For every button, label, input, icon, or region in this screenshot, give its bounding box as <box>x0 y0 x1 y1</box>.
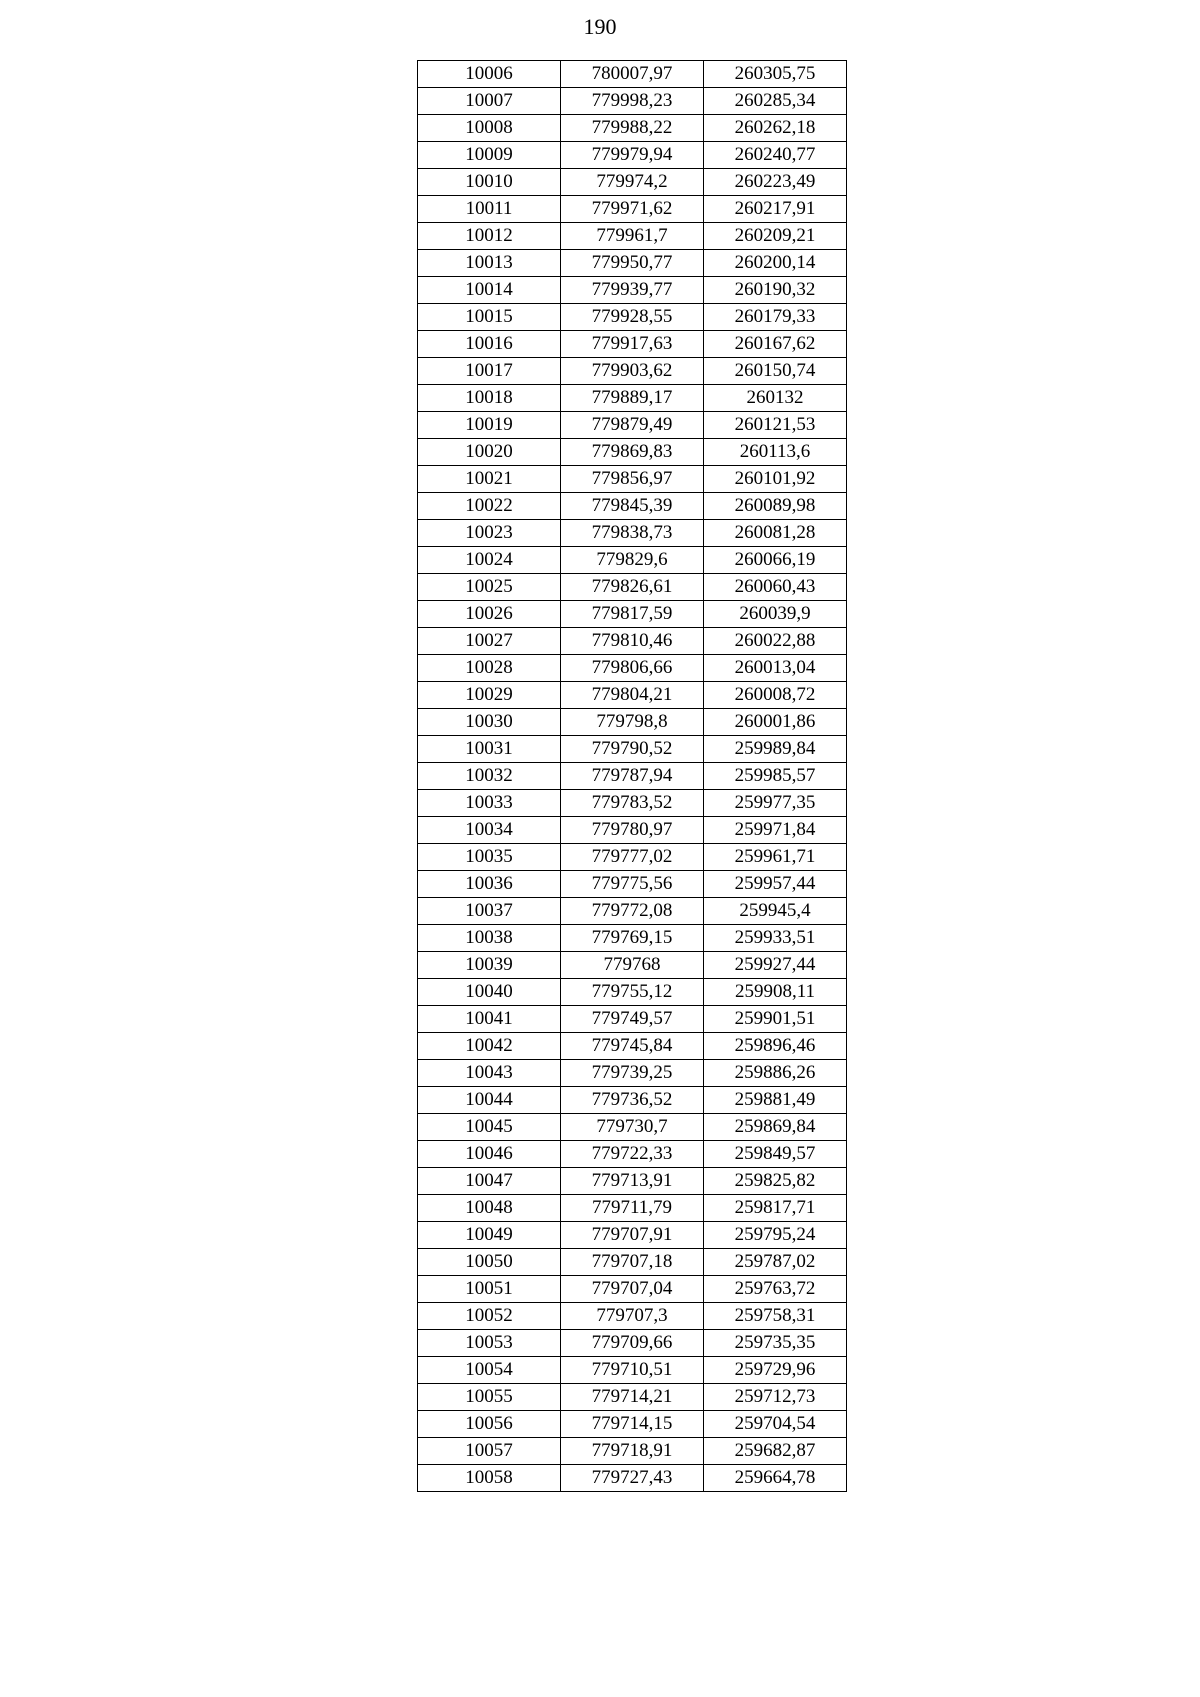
x-coordinate-cell: 779988,22 <box>561 115 704 142</box>
point-number-cell: 10035 <box>418 844 561 871</box>
table-row <box>418 790 847 817</box>
y-coordinate-cell: 260217,91 <box>704 196 847 223</box>
page-number: 190 <box>583 14 617 39</box>
x-coordinate-cell: 779903,62 <box>561 358 704 385</box>
y-coordinate-cell: 260150,74 <box>704 358 847 385</box>
table-row <box>418 331 847 358</box>
x-coordinate-cell: 779928,55 <box>561 304 704 331</box>
point-number-cell: 10021 <box>418 466 561 493</box>
y-coordinate-cell: 259817,71 <box>704 1195 847 1222</box>
table-row <box>418 439 847 466</box>
x-coordinate-cell: 779736,52 <box>561 1087 704 1114</box>
x-coordinate-cell: 779798,8 <box>561 709 704 736</box>
table-row <box>418 655 847 682</box>
point-number-cell: 10010 <box>418 169 561 196</box>
table-row <box>418 844 847 871</box>
table-row <box>418 898 847 925</box>
point-number-cell: 10054 <box>418 1357 561 1384</box>
x-coordinate-cell: 779709,66 <box>561 1330 704 1357</box>
x-coordinate-cell: 779710,51 <box>561 1357 704 1384</box>
y-coordinate-cell: 259989,84 <box>704 736 847 763</box>
y-coordinate-cell: 259908,11 <box>704 979 847 1006</box>
y-coordinate-cell: 259735,35 <box>704 1330 847 1357</box>
x-coordinate-cell: 779707,04 <box>561 1276 704 1303</box>
table-row <box>418 547 847 574</box>
point-number-cell: 10042 <box>418 1033 561 1060</box>
table-row <box>418 709 847 736</box>
point-number-cell: 10049 <box>418 1222 561 1249</box>
y-coordinate-cell: 259886,26 <box>704 1060 847 1087</box>
x-coordinate-cell: 779772,08 <box>561 898 704 925</box>
point-number-cell: 10014 <box>418 277 561 304</box>
point-number-cell: 10034 <box>418 817 561 844</box>
y-coordinate-cell: 259758,31 <box>704 1303 847 1330</box>
table-row <box>418 250 847 277</box>
x-coordinate-cell: 779755,12 <box>561 979 704 1006</box>
point-number-cell: 10013 <box>418 250 561 277</box>
point-number-cell: 10056 <box>418 1411 561 1438</box>
table-row <box>418 1465 847 1492</box>
x-coordinate-cell: 779826,61 <box>561 574 704 601</box>
y-coordinate-cell: 260121,53 <box>704 412 847 439</box>
point-number-cell: 10015 <box>418 304 561 331</box>
table-row <box>418 1195 847 1222</box>
x-coordinate-cell: 779769,15 <box>561 925 704 952</box>
y-coordinate-cell: 260223,49 <box>704 169 847 196</box>
point-number-cell: 10033 <box>418 790 561 817</box>
y-coordinate-cell: 259901,51 <box>704 1006 847 1033</box>
y-coordinate-cell: 259795,24 <box>704 1222 847 1249</box>
x-coordinate-cell: 779787,94 <box>561 763 704 790</box>
x-coordinate-cell: 779869,83 <box>561 439 704 466</box>
point-number-cell: 10031 <box>418 736 561 763</box>
table-row <box>418 952 847 979</box>
point-number-cell: 10022 <box>418 493 561 520</box>
y-coordinate-cell: 259825,82 <box>704 1168 847 1195</box>
y-coordinate-cell: 260305,75 <box>704 61 847 88</box>
x-coordinate-cell: 779780,97 <box>561 817 704 844</box>
table-row <box>418 466 847 493</box>
point-number-cell: 10043 <box>418 1060 561 1087</box>
x-coordinate-cell: 779707,91 <box>561 1222 704 1249</box>
table-row <box>418 1168 847 1195</box>
point-number-cell: 10058 <box>418 1465 561 1492</box>
y-coordinate-cell: 260200,14 <box>704 250 847 277</box>
point-number-cell: 10039 <box>418 952 561 979</box>
point-number-cell: 10020 <box>418 439 561 466</box>
point-number-cell: 10024 <box>418 547 561 574</box>
point-number-cell: 10016 <box>418 331 561 358</box>
x-coordinate-cell: 779974,2 <box>561 169 704 196</box>
x-coordinate-cell: 779889,17 <box>561 385 704 412</box>
x-coordinate-cell: 779718,91 <box>561 1438 704 1465</box>
table-row <box>418 1276 847 1303</box>
y-coordinate-cell: 260039,9 <box>704 601 847 628</box>
table-row <box>418 1438 847 1465</box>
y-coordinate-cell: 259682,87 <box>704 1438 847 1465</box>
point-number-cell: 10032 <box>418 763 561 790</box>
x-coordinate-cell: 779711,79 <box>561 1195 704 1222</box>
y-coordinate-cell: 260132 <box>704 385 847 412</box>
x-coordinate-cell: 779917,63 <box>561 331 704 358</box>
x-coordinate-cell: 779783,52 <box>561 790 704 817</box>
table-row <box>418 277 847 304</box>
x-coordinate-cell: 779804,21 <box>561 682 704 709</box>
x-coordinate-cell: 779979,94 <box>561 142 704 169</box>
table-row <box>418 1114 847 1141</box>
point-number-cell: 10045 <box>418 1114 561 1141</box>
point-number-cell: 10023 <box>418 520 561 547</box>
table-row <box>418 1384 847 1411</box>
table-row <box>418 358 847 385</box>
table-row <box>418 88 847 115</box>
coordinates-table <box>417 60 847 1492</box>
table-row <box>418 1033 847 1060</box>
x-coordinate-cell: 779829,6 <box>561 547 704 574</box>
table-row <box>418 1411 847 1438</box>
y-coordinate-cell: 259957,44 <box>704 871 847 898</box>
table-row <box>418 1357 847 1384</box>
y-coordinate-cell: 260081,28 <box>704 520 847 547</box>
y-coordinate-cell: 259933,51 <box>704 925 847 952</box>
point-number-cell: 10025 <box>418 574 561 601</box>
table-row <box>418 169 847 196</box>
point-number-cell: 10038 <box>418 925 561 952</box>
table-row <box>418 1006 847 1033</box>
table-row <box>418 196 847 223</box>
table-row <box>418 493 847 520</box>
point-number-cell: 10046 <box>418 1141 561 1168</box>
y-coordinate-cell: 259664,78 <box>704 1465 847 1492</box>
table-row <box>418 628 847 655</box>
y-coordinate-cell: 259849,57 <box>704 1141 847 1168</box>
y-coordinate-cell: 260190,32 <box>704 277 847 304</box>
table-row <box>418 304 847 331</box>
table-row <box>418 1330 847 1357</box>
table-row <box>418 115 847 142</box>
table-row <box>418 1249 847 1276</box>
table-row <box>418 871 847 898</box>
y-coordinate-cell: 259869,84 <box>704 1114 847 1141</box>
point-number-cell: 10029 <box>418 682 561 709</box>
x-coordinate-cell: 779768 <box>561 952 704 979</box>
coordinates-table-body <box>418 61 847 1492</box>
x-coordinate-cell: 779739,25 <box>561 1060 704 1087</box>
y-coordinate-cell: 259787,02 <box>704 1249 847 1276</box>
y-coordinate-cell: 259704,54 <box>704 1411 847 1438</box>
x-coordinate-cell: 780007,97 <box>561 61 704 88</box>
point-number-cell: 10055 <box>418 1384 561 1411</box>
y-coordinate-cell: 259945,4 <box>704 898 847 925</box>
x-coordinate-cell: 779790,52 <box>561 736 704 763</box>
table-row <box>418 385 847 412</box>
table-row <box>418 61 847 88</box>
x-coordinate-cell: 779817,59 <box>561 601 704 628</box>
x-coordinate-cell: 779845,39 <box>561 493 704 520</box>
y-coordinate-cell: 259896,46 <box>704 1033 847 1060</box>
point-number-cell: 10048 <box>418 1195 561 1222</box>
table-row <box>418 979 847 1006</box>
table-row <box>418 925 847 952</box>
table-row <box>418 1141 847 1168</box>
point-number-cell: 10026 <box>418 601 561 628</box>
x-coordinate-cell: 779730,7 <box>561 1114 704 1141</box>
point-number-cell: 10053 <box>418 1330 561 1357</box>
point-number-cell: 10009 <box>418 142 561 169</box>
point-number-cell: 10008 <box>418 115 561 142</box>
point-number-cell: 10012 <box>418 223 561 250</box>
x-coordinate-cell: 779714,15 <box>561 1411 704 1438</box>
point-number-cell: 10019 <box>418 412 561 439</box>
x-coordinate-cell: 779856,97 <box>561 466 704 493</box>
x-coordinate-cell: 779806,66 <box>561 655 704 682</box>
point-number-cell: 10036 <box>418 871 561 898</box>
y-coordinate-cell: 260101,92 <box>704 466 847 493</box>
table-row <box>418 1060 847 1087</box>
y-coordinate-cell: 259961,71 <box>704 844 847 871</box>
y-coordinate-cell: 260001,86 <box>704 709 847 736</box>
table-row <box>418 223 847 250</box>
point-number-cell: 10030 <box>418 709 561 736</box>
point-number-cell: 10011 <box>418 196 561 223</box>
x-coordinate-cell: 779714,21 <box>561 1384 704 1411</box>
y-coordinate-cell: 260008,72 <box>704 682 847 709</box>
table-row <box>418 817 847 844</box>
y-coordinate-cell: 260167,62 <box>704 331 847 358</box>
x-coordinate-cell: 779707,3 <box>561 1303 704 1330</box>
point-number-cell: 10041 <box>418 1006 561 1033</box>
x-coordinate-cell: 779722,33 <box>561 1141 704 1168</box>
point-number-cell: 10047 <box>418 1168 561 1195</box>
y-coordinate-cell: 260179,33 <box>704 304 847 331</box>
x-coordinate-cell: 779950,77 <box>561 250 704 277</box>
table-row <box>418 736 847 763</box>
y-coordinate-cell: 260285,34 <box>704 88 847 115</box>
point-number-cell: 10006 <box>418 61 561 88</box>
x-coordinate-cell: 779777,02 <box>561 844 704 871</box>
y-coordinate-cell: 259985,57 <box>704 763 847 790</box>
x-coordinate-cell: 779713,91 <box>561 1168 704 1195</box>
point-number-cell: 10052 <box>418 1303 561 1330</box>
x-coordinate-cell: 779745,84 <box>561 1033 704 1060</box>
y-coordinate-cell: 259729,96 <box>704 1357 847 1384</box>
y-coordinate-cell: 260209,21 <box>704 223 847 250</box>
point-number-cell: 10007 <box>418 88 561 115</box>
x-coordinate-cell: 779838,73 <box>561 520 704 547</box>
x-coordinate-cell: 779810,46 <box>561 628 704 655</box>
point-number-cell: 10051 <box>418 1276 561 1303</box>
table-row <box>418 1087 847 1114</box>
y-coordinate-cell: 259977,35 <box>704 790 847 817</box>
y-coordinate-cell: 259712,73 <box>704 1384 847 1411</box>
table-row <box>418 142 847 169</box>
y-coordinate-cell: 259927,44 <box>704 952 847 979</box>
point-number-cell: 10044 <box>418 1087 561 1114</box>
point-number-cell: 10017 <box>418 358 561 385</box>
table-row <box>418 682 847 709</box>
point-number-cell: 10018 <box>418 385 561 412</box>
table-row <box>418 1303 847 1330</box>
y-coordinate-cell: 260089,98 <box>704 493 847 520</box>
point-number-cell: 10057 <box>418 1438 561 1465</box>
x-coordinate-cell: 779939,77 <box>561 277 704 304</box>
point-number-cell: 10028 <box>418 655 561 682</box>
x-coordinate-cell: 779707,18 <box>561 1249 704 1276</box>
y-coordinate-cell: 260240,77 <box>704 142 847 169</box>
x-coordinate-cell: 779727,43 <box>561 1465 704 1492</box>
x-coordinate-cell: 779879,49 <box>561 412 704 439</box>
y-coordinate-cell: 260113,6 <box>704 439 847 466</box>
x-coordinate-cell: 779961,7 <box>561 223 704 250</box>
y-coordinate-cell: 259971,84 <box>704 817 847 844</box>
y-coordinate-cell: 260262,18 <box>704 115 847 142</box>
y-coordinate-cell: 259763,72 <box>704 1276 847 1303</box>
point-number-cell: 10037 <box>418 898 561 925</box>
table-row <box>418 1222 847 1249</box>
y-coordinate-cell: 260013,04 <box>704 655 847 682</box>
point-number-cell: 10050 <box>418 1249 561 1276</box>
x-coordinate-cell: 779998,23 <box>561 88 704 115</box>
y-coordinate-cell: 260022,88 <box>704 628 847 655</box>
table-row <box>418 412 847 439</box>
y-coordinate-cell: 260066,19 <box>704 547 847 574</box>
table-row <box>418 763 847 790</box>
y-coordinate-cell: 259881,49 <box>704 1087 847 1114</box>
point-number-cell: 10040 <box>418 979 561 1006</box>
point-number-cell: 10027 <box>418 628 561 655</box>
y-coordinate-cell: 260060,43 <box>704 574 847 601</box>
table-row <box>418 601 847 628</box>
x-coordinate-cell: 779749,57 <box>561 1006 704 1033</box>
x-coordinate-cell: 779775,56 <box>561 871 704 898</box>
table-row <box>418 574 847 601</box>
x-coordinate-cell: 779971,62 <box>561 196 704 223</box>
table-row <box>418 520 847 547</box>
